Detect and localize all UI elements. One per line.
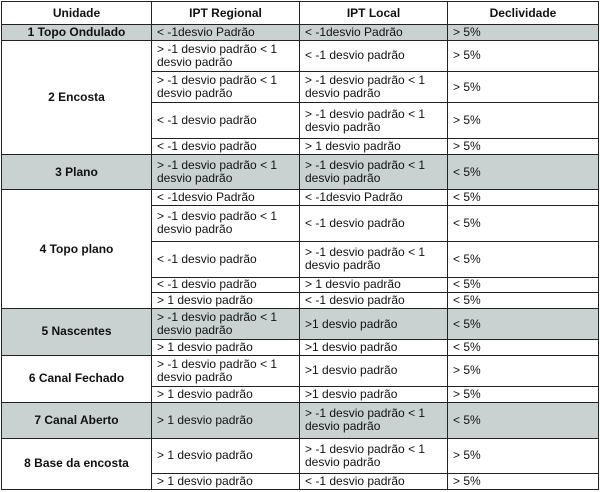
table-row [2, 154, 599, 190]
local-cell: > 1 desvio padrão [300, 277, 448, 293]
table-row [2, 308, 599, 339]
table-row [2, 438, 599, 474]
table-row [2, 355, 599, 386]
declividade-cell: < 5% [448, 190, 599, 206]
unit-cell: 6 Canal Fechado [2, 355, 152, 402]
unit-cell: 8 Base da encosta [2, 438, 152, 490]
declividade-cell: < 5% [448, 340, 599, 356]
declividade-cell: < 5% [448, 308, 599, 339]
local-cell: >1 desvio padrão [300, 340, 448, 356]
header-row [2, 2, 599, 25]
regional-cell: < -1 desvio padrão [152, 139, 300, 155]
declividade-cell: > 5% [448, 103, 599, 139]
regional-cell: > 1 desvio padrão [152, 438, 300, 474]
local-cell: >1 desvio padrão [300, 387, 448, 403]
unit-cell: 2 Encosta [2, 40, 152, 154]
declividade-cell: < 5% [448, 206, 599, 242]
unit-cell: 5 Nascentes [2, 308, 152, 355]
local-cell: < -1desvio Padrão [300, 25, 448, 41]
regional-cell: > 1 desvio padrão [152, 387, 300, 403]
table-row [2, 402, 599, 438]
declividade-cell: > 5% [448, 438, 599, 474]
declividade-cell: < 5% [448, 277, 599, 293]
header-declividade: Declividade [448, 2, 599, 25]
table-row [2, 40, 599, 71]
regional-cell: > -1 desvio padrão < 1 desvio padrão [152, 206, 300, 242]
regional-cell: > 1 desvio padrão [152, 402, 300, 438]
table-row [2, 190, 599, 206]
local-cell: > -1 desvio padrão < 1 desvio padrão [300, 71, 448, 102]
local-cell: > -1 desvio padrão < 1 desvio padrão [300, 103, 448, 139]
unit-cell: 7 Canal Aberto [2, 402, 152, 438]
unit-cell: 3 Plano [2, 154, 152, 190]
declividade-cell: < 5% [448, 293, 599, 309]
local-cell: >1 desvio padrão [300, 355, 448, 386]
regional-cell: > 1 desvio padrão [152, 474, 300, 490]
header-ipt-regional: IPT Regional [152, 2, 300, 25]
declividade-cell: > 5% [448, 139, 599, 155]
regional-cell: < -1 desvio padrão [152, 103, 300, 139]
declividade-cell: > 5% [448, 40, 599, 71]
declividade-cell: > 5% [448, 474, 599, 490]
declividade-cell: > 5% [448, 71, 599, 102]
regional-cell: > 1 desvio padrão [152, 340, 300, 356]
regional-cell: > -1 desvio padrão < 1 desvio padrão [152, 71, 300, 102]
table-row [2, 25, 599, 41]
local-cell: < -1 desvio padrão [300, 206, 448, 242]
unit-cell: 1 Topo Ondulado [2, 25, 152, 41]
regional-cell: > -1 desvio padrão < 1 desvio padrão [152, 154, 300, 190]
regional-cell: > -1 desvio padrão < 1 desvio padrão [152, 355, 300, 386]
local-cell: < -1desvio Padrão [300, 190, 448, 206]
regional-cell: > 1 desvio padrão [152, 293, 300, 309]
local-cell: < -1 desvio padrão [300, 293, 448, 309]
local-cell: > -1 desvio padrão < 1 desvio padrão [300, 154, 448, 190]
declividade-cell: > 5% [448, 25, 599, 41]
declividade-cell: < 5% [448, 154, 599, 190]
declividade-cell: < 5% [448, 241, 599, 277]
regional-cell: > -1 desvio padrão < 1 desvio padrão [152, 308, 300, 339]
unit-cell: 4 Topo plano [2, 190, 152, 308]
local-cell: < -1 desvio padrão [300, 40, 448, 71]
regional-cell: > -1 desvio padrão < 1 desvio padrão [152, 40, 300, 71]
regional-cell: < -1 desvio padrão [152, 277, 300, 293]
regional-cell: < -1 desvio padrão [152, 241, 300, 277]
local-cell: >1 desvio padrão [300, 308, 448, 339]
local-cell: < -1 desvio padrão [300, 474, 448, 490]
classification-table [1, 1, 599, 490]
declividade-cell: > 5% [448, 355, 599, 386]
declividade-cell: < 5% [448, 402, 599, 438]
header-unidade: Unidade [2, 2, 152, 25]
declividade-cell: > 5% [448, 387, 599, 403]
regional-cell: < -1desvio Padrão [152, 25, 300, 41]
local-cell: > 1 desvio padrão [300, 139, 448, 155]
regional-cell: < -1desvio Padrão [152, 190, 300, 206]
header-ipt-local: IPT Local [300, 2, 448, 25]
local-cell: > -1 desvio padrão < 1 desvio padrão [300, 438, 448, 474]
local-cell: > -1 desvio padrão < 1 desvio padrão [300, 402, 448, 438]
local-cell: > -1 desvio padrão < 1 desvio padrão [300, 241, 448, 277]
